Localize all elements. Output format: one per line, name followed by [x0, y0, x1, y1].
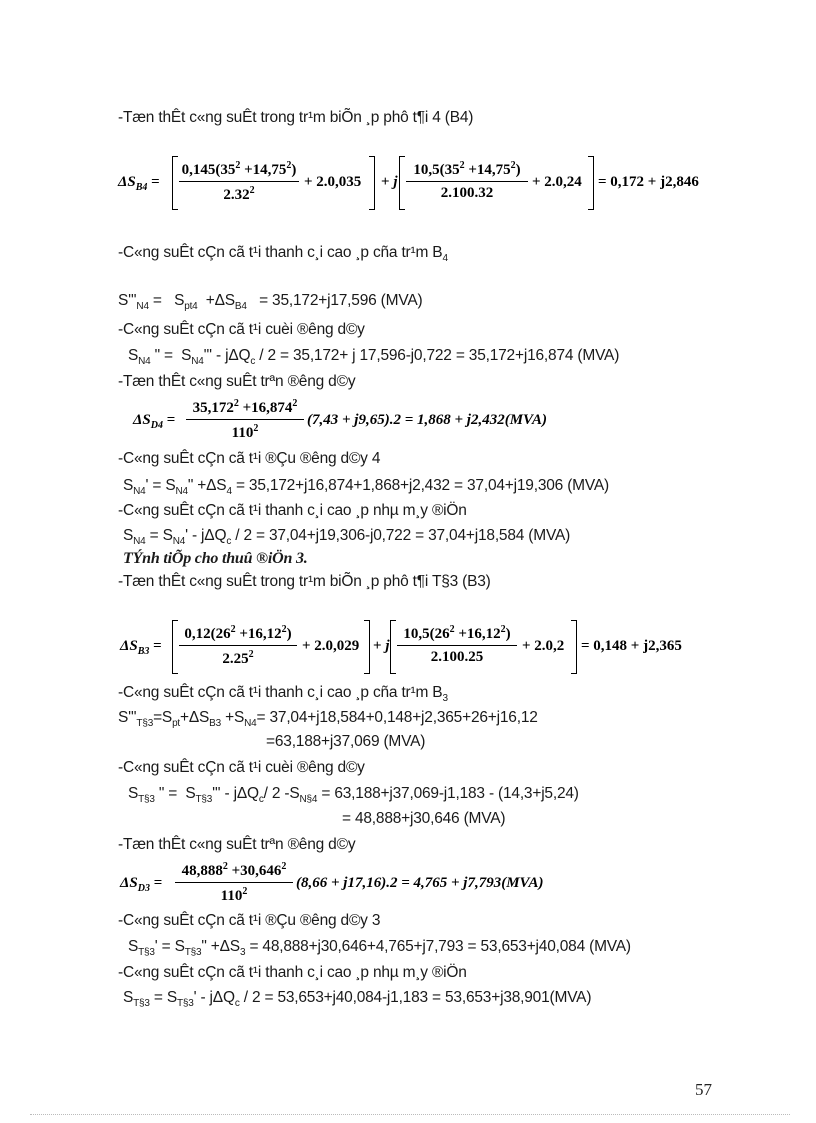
text-power-line-end: -C«ng suÊt cÇn cã t¹i cuèi ®êng d©y: [118, 321, 365, 338]
text-power-b4-bus: -C«ng suÊt cÇn cã t¹i thanh c¸i cao ¸p cña tr¹m $B_4$: [118, 244, 448, 265]
section-heading-plant-3: TÝnh tiÕp cho thuû ®iÖn 3.: [123, 550, 308, 567]
text-power-plant-bus-3: -C«ng suÊt cÇn cã t¹i thanh c¸i cao ¸p nhµ m¸y ®iÖn: [118, 964, 467, 981]
text-power-line-end-3: -C«ng suÊt cÇn cã t¹i cuèi ®êng d©y: [118, 759, 365, 776]
text-loss-b4-heading: -Tæn thÊt c«ng suÊt trong tr¹m biÕn ¸p phô t¶i 4 (B4): [118, 109, 474, 126]
text-power-plant-bus: -C«ng suÊt cÇn cã t¹i thanh c¸i cao ¸p nhµ m¸y ®iÖn: [118, 502, 467, 519]
equation-s-t3-prime: $S_{T\S 3}' = S_{T\S 3}$" $+\Delta S_3 = 48,888+j30,646+4,765+j7,793 = 53,653+j40,084$ (MVA): [128, 938, 631, 959]
equation-s-t3-final: $S_{T\S 3} = S_{T\S 3}' - j\Delta Q_c / 2 = 53,653+j40,084-j1,183 = 53,653+j38,901(MVA)$: [123, 989, 592, 1010]
text-loss-line: -Tæn thÊt c«ng suÊt trªn ®êng d©y: [118, 373, 356, 390]
d4-result: (7,43 + j9,65).2 = 1,868 + j2,432(MVA): [307, 412, 547, 428]
text-power-line-head: -C«ng suÊt cÇn cã t¹i ®Çu ®êng d©y 4: [118, 450, 381, 467]
equation-s-t3-triple: $S'''_{T\S 3}=S_{pt}+\Delta S_{B3} +S_{N4}= 37,04+j18,584+0,148+j2,365+26+j16,12$: [118, 709, 538, 730]
equation-s-n4-triple: $S'''_{N4} = S_{pt4} +\Delta S_{B4}$ = 35,172+j17,596 (MVA): [118, 292, 423, 313]
d3-result: (8,66 + j17,16).2 = 4,765 + j7,793(MVA): [296, 875, 544, 891]
text-loss-line-3: -Tæn thÊt c«ng suÊt trªn ®êng d©y: [118, 836, 356, 853]
document-page: -Tæn thÊt c«ng suÊt trong tr¹m biÕn ¸p phô t¶i 4 (B4) $\Delta S_{B4}$ = $\frac{0,145(35^2 +14,75^2)}{2.32^2}$ + 2.0,035 + j $\frac{10,5(35^2 +14,75^2)}{2.100.32}$ + 2.0,24 = 0,172 + j2,846 -C«ng suÊt cÇn cã t¹i thanh c¸i cao ¸p cña tr¹m $B_4$ $S'''_{N4} = S_{pt4} +\Delta S_{B4}$ = 35,172+j17,596 (MVA) -C«ng suÊt cÇn cã t¹i cuèi ®êng d©y $S_{N4}$ " = $S_{N4}''' - j\Delta Q_c / 2 = 35,172+ j$ 17,596-j0,722 = 35,172+j16,874 (MVA) -Tæn thÊt c«ng suÊt trªn ®êng d©y $\Delta S_{D4}$ = $\frac{35,172^2 +16,874^2}{110^2}$ (7,43 + j9,65).2 = 1,868 + j2,432(MVA) -C«ng suÊt cÇn cã t¹i ®Çu ®êng d©y 4 $S_{N4}' = S_{N4}$" $+\Delta S_4 = 35,172+j16,874+1,868+j2,432 = 37,04+j19,306$ (MVA) -C«ng suÊt cÇn cã t¹i thanh c¸i cao ¸p nhµ m¸y ®iÖn $S_{N4} = S_{N4}' - j\Delta Q_c / 2 = 37,04+j19,306-j0,722 = 37,04+j18,584$ (MVA) TÝnh tiÕp cho thuû ®iÖn 3. -Tæn thÊt c«ng suÊt trong tr¹m biÕn ¸p phô t¶i T§3 (B3) $\Delta S_{B3}$ = $\frac{0,12(26^2 +16,12^2)}{2.25^2}$ + 2.0,029 + j $\frac{10,5(26^2 +16,12^2)}{2.100.25}$ + 2.0,2 = 0,148 + j2,365 -C«ng suÊt cÇn cã t¹i thanh c¸i cao ¸p cña tr¹m $B_3$ $S'''_{T\S 3}=S_{pt}+\Delta S_{B3} +S_{N4}= 37,04+j18,584+0,148+j2,365+26+j16,12$ =63,188+j37,069 (MVA) -C«ng suÊt cÇn cã t¹i cuèi ®êng d©y $S_{T\S 3}$ " = $S_{T\S 3}''' - j\Delta Q_c/$ 2 $-S_{N\S 4} = 63,188+j37,069-j1,183 - (14,3+j5,24)$ = 48,888+j30,646 (MVA) -Tæn thÊt c«ng suÊt trªn ®êng d©y $\Delta S_{D3}$ = $\frac{48,888^2 +30,646^2}{110^2}$ (8,66 + j17,16).2 = 4,765 + j7,793(MVA) -C«ng suÊt cÇn cã t¹i ®Çu ®êng d©y 3 $S_{T\S 3}' = S_{T\S 3}$" $+\Delta S_3 = 48,888+j30,646+4,765+j7,793 = 53,653+j40,084$ (MVA) -C«ng suÊt cÇn cã t¹i thanh c¸i cao ¸p nhµ m¸y ®iÖn $S_{T\S 3} = S_{T\S 3}' - j\Delta Q_c / 2 = 53,653+j40,084-j1,183 = 53,653+j38,901(MVA)$ 57: [0, 0, 816, 1123]
equation-s-n4-final: $S_{N4} = S_{N4}' - j\Delta Q_c / 2 = 37,04+j19,306-j0,722 = 37,04+j18,584$ (MVA): [123, 527, 571, 548]
b4-result: = 0,172 + j2,846: [598, 174, 699, 190]
equation-s-t3-double: $S_{T\S 3}$ " = $S_{T\S 3}''' - j\Delta Q_c/$ 2 $-S_{N\S 4} = 63,188+j37,069-j1,183 - (14,3+j5,24)$: [128, 785, 579, 806]
text-loss-b3-heading: -Tæn thÊt c«ng suÊt trong tr¹m biÕn ¸p phô t¶i T§3 (B3): [118, 573, 491, 590]
equation-s-n4-prime: $S_{N4}' = S_{N4}$" $+\Delta S_4 = 35,172+j16,874+1,868+j2,432 = 37,04+j19,306$ (MVA): [123, 477, 609, 498]
page-number: 57: [695, 1080, 712, 1099]
text-power-line-head-3: -C«ng suÊt cÇn cã t¹i ®Çu ®êng d©y 3: [118, 912, 381, 929]
equation-s-n4-double: $S_{N4}$ " = $S_{N4}''' - j\Delta Q_c / 2 = 35,172+ j$ 17,596-j0,722 = 35,172+j16,874 (MVA): [128, 347, 620, 368]
equation-s-t3-double-cont: = 48,888+j30,646 (MVA): [342, 810, 506, 827]
b3-result: = 0,148 + j2,365: [581, 638, 682, 654]
footer-rule: [30, 1114, 790, 1115]
equation-s-t3-triple-cont: =63,188+j37,069 (MVA): [266, 733, 426, 750]
text-power-b3-bus: -C«ng suÊt cÇn cã t¹i thanh c¸i cao ¸p cña tr¹m $B_3$: [118, 684, 448, 705]
